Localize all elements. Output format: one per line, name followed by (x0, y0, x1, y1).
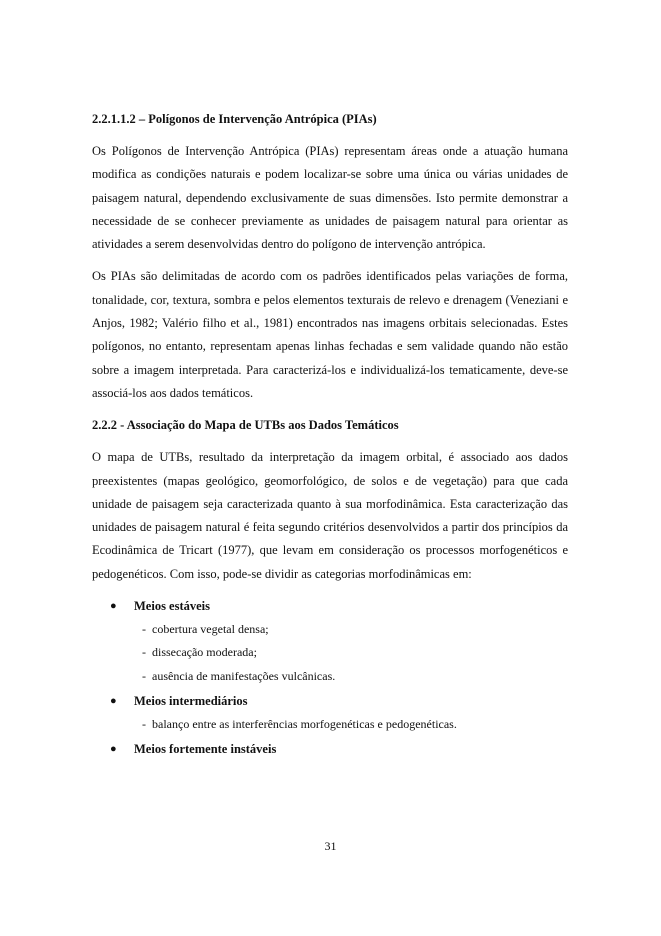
dash-icon: - (142, 645, 146, 660)
category-label: Meios estáveis (134, 599, 211, 614)
page-content (92, 108, 568, 763)
list-item (134, 618, 568, 641)
sub-list (134, 618, 568, 688)
list-item (134, 641, 568, 664)
list-item-unstable-media (92, 738, 568, 761)
bullet-icon: ● (110, 694, 117, 707)
morphodynamic-categories-list (92, 595, 568, 761)
sub-item-text: dissecação moderada; (152, 645, 257, 660)
paragraph-pias-definition: Os Polígonos de Intervenção Antrópica (PIAs) representam áreas onde a atuação humana modifica as condições naturais e podem localizar-se sobre uma única ou várias unidades de paisagem natural, dependendo exclusivamente de suas dimensões. Isto permite demonstrar a necessidade de se conhecer previamente as unidades de paisagem natural para orientar as atividades a serem desenvolvidas dentro do polígono de intervenção antrópica. (92, 144, 568, 252)
sub-list (134, 713, 568, 736)
dash-icon: - (142, 668, 146, 683)
list-item (134, 713, 568, 736)
sub-item-text: cobertura vegetal densa; (152, 622, 269, 637)
bullet-icon: ● (110, 600, 117, 613)
section-heading-utb-association: 2.2.2 - Associação do Mapa de UTBs aos Dados Temáticos (92, 418, 399, 433)
list-item-intermediate-media (92, 690, 568, 736)
list-item-stable-media (92, 595, 568, 688)
list-item (134, 665, 568, 688)
paragraph-pias-delimitation: Os PIAs são delimitadas de acordo com os padrões identificados pelas variações de forma, tonalidade, cor, textura, sombra e pelos elementos texturais de relevo e drenagem (Veneziani e Anjos, 1982; Valério filho et al., 1981) encontrados nas imagens orbitais selecionadas. Estes polígonos, no entanto, representam apenas linhas fechadas e sem validade quando não estão sobre a imagem interpretada. Para caracterizá-los e individualizá-los tematicamente, deve-se associá-los aos dados temáticos. (92, 269, 568, 400)
bullet-icon: ● (110, 743, 117, 756)
sub-item-text: ausência de manifestações vulcânicas. (152, 668, 336, 683)
dash-icon: - (142, 622, 146, 637)
category-label: Meios intermediários (134, 693, 248, 708)
dash-icon: - (142, 716, 146, 731)
category-label: Meios fortemente instáveis (134, 742, 277, 757)
section-heading-pias: 2.2.1.1.2 – Polígonos de Intervenção Antrópica (PIAs) (92, 112, 377, 126)
sub-item-text: balanço entre as interferências morfogenéticas e pedogenéticas. (152, 716, 457, 731)
paragraph-utb-association: O mapa de UTBs, resultado da interpretação da imagem orbital, é associado aos dados preexistentes (mapas geológico, geomorfológico, de solos e de vegetação) para que cada unidade de paisagem seja caracterizada quanto à sua morfodinâmica. Esta caracterização das unidades de paisagem natural é feita segundo critérios desenvolvidos a partir dos princípios da Ecodinâmica de Tricart (1977), que levam em consideração os processos morfogenéticos e pedogenéticos. Com isso, pode-se dividir as categorias morfodinâmicas em: (92, 450, 568, 581)
page-number: 31 (324, 839, 337, 853)
